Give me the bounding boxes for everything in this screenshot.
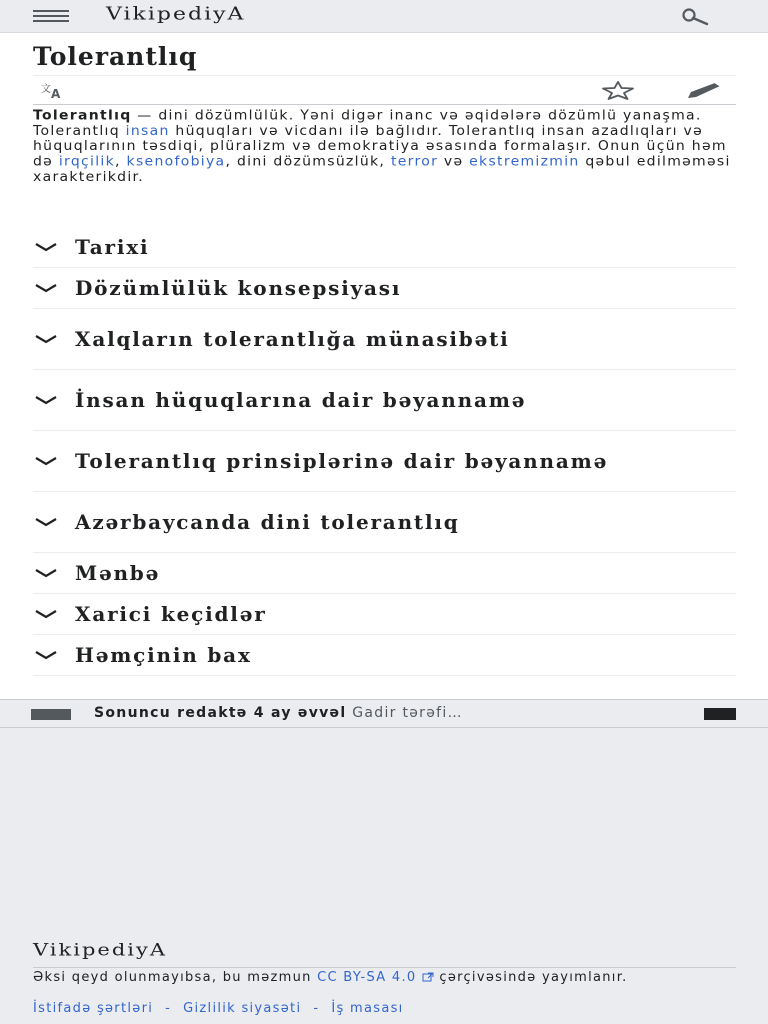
footer-wikipedia-logo: VikipediyA [33, 940, 168, 960]
star-icon[interactable] [599, 80, 637, 100]
chevron-down-icon [33, 567, 59, 579]
hamburger-menu-icon[interactable] [33, 9, 69, 23]
page-actions-bar [33, 75, 736, 105]
section-menbe[interactable] [33, 553, 736, 594]
language-translate-icon[interactable] [41, 83, 67, 99]
chevron-down-icon [33, 649, 59, 661]
license-link[interactable]: CC BY-SA 4.0 [317, 970, 417, 985]
chevron-down-icon [33, 241, 59, 253]
external-link-icon [422, 972, 434, 982]
link-ekstremizmin[interactable]: ekstremizmin [469, 154, 580, 170]
link-insan[interactable]: insan [125, 123, 170, 139]
svg-text:A: A [51, 87, 61, 99]
link-ksenofobiya[interactable]: ksenofobiya [126, 154, 226, 170]
chevron-down-icon [33, 282, 59, 294]
section-title: Xalqların tolerantlığa münasibəti [75, 326, 510, 351]
chevron-down-icon [33, 516, 59, 528]
section-xarici-kecidler[interactable] [33, 594, 736, 635]
chevron-down-icon [33, 394, 59, 406]
footer-link-privacy[interactable]: Gizlilik siyasəti [183, 1001, 302, 1016]
search-icon[interactable] [676, 8, 710, 26]
arrow-right-icon [704, 708, 736, 720]
section-tolerantliq-prinsiplerine-dair-beyanname[interactable] [33, 431, 736, 492]
section-hemcinin-bax[interactable] [33, 635, 736, 676]
section-tarixi[interactable] [33, 227, 736, 268]
link-irqcilik[interactable]: irqçilik [58, 154, 116, 170]
footer-divider [33, 967, 736, 968]
top-bar [0, 0, 768, 33]
section-list [33, 227, 736, 676]
chevron-down-icon [33, 455, 59, 467]
section-title: Xarici keçidlər [75, 601, 267, 626]
last-modified-bar[interactable] [0, 699, 768, 728]
last-modified-text: Sonuncu redaktə 4 ay əvvəl Gadir tərəfi… [94, 705, 463, 721]
section-dozumluluk-konsepsiyasi[interactable] [33, 268, 736, 309]
link-terror[interactable]: terror [390, 154, 439, 170]
section-title: Azərbaycanda dini tolerantlıq [75, 509, 460, 534]
chevron-down-icon [33, 333, 59, 345]
footer-link-desktop[interactable]: İş masası [331, 1001, 404, 1016]
page-title: Tolerantlıq [33, 42, 198, 71]
lead-term: Tolerantlıq [33, 108, 132, 124]
wikipedia-logo[interactable]: VikipediyA [106, 4, 246, 25]
history-icon [31, 709, 71, 720]
lead-paragraph: Tolerantlıq — dini dözümlülük. Yəni digər inanc və əqidələrə dözümlü yanaşma. Tolerantlıq insan hüquqları və vicdanı ilə bağlıdır. Tolerantlıq insan azadlıqları və hüquqlarının təsdiqi, plüralizm və demokratiya əsasında formalaşır. Onun üçün həm də irqçilik, ksenofobiya, dini dözümsüzlük, terror və ekstremizmin qəbul edilməməsi xarakterikdir. [33, 108, 731, 185]
footer-links: İstifadə şərtləri - Gizlilik siyasəti - İş masası [33, 1001, 404, 1016]
section-insan-huquqlarina-dair-beyanname[interactable] [33, 370, 736, 431]
section-title: Mənbə [75, 560, 161, 585]
license-text: Əksi qeyd olunmayıbsa, bu məzmun CC BY-SA 4.0 çərçivəsində yayımlanır. [33, 970, 628, 985]
section-title: Tarixi [75, 234, 150, 259]
section-xalqlarin-tolerantliga-munasibeti[interactable] [33, 309, 736, 370]
footer [0, 930, 768, 1024]
svg-text:文: 文 [41, 84, 51, 95]
section-title: Tolerantlıq prinsiplərinə dair bəyannamə [75, 448, 609, 473]
footer-link-terms[interactable]: İstifadə şərtləri [33, 1001, 154, 1016]
section-title: Həmçinin bax [75, 642, 252, 667]
section-azerbaycanda-dini-tolerantliq[interactable] [33, 492, 736, 553]
section-title: Dözümlülük konsepsiyası [75, 275, 402, 300]
chevron-down-icon [33, 608, 59, 620]
article-content [0, 33, 768, 699]
pencil-edit-icon[interactable] [685, 81, 725, 101]
section-title: İnsan hüquqlarına dair bəyannamə [75, 387, 527, 412]
